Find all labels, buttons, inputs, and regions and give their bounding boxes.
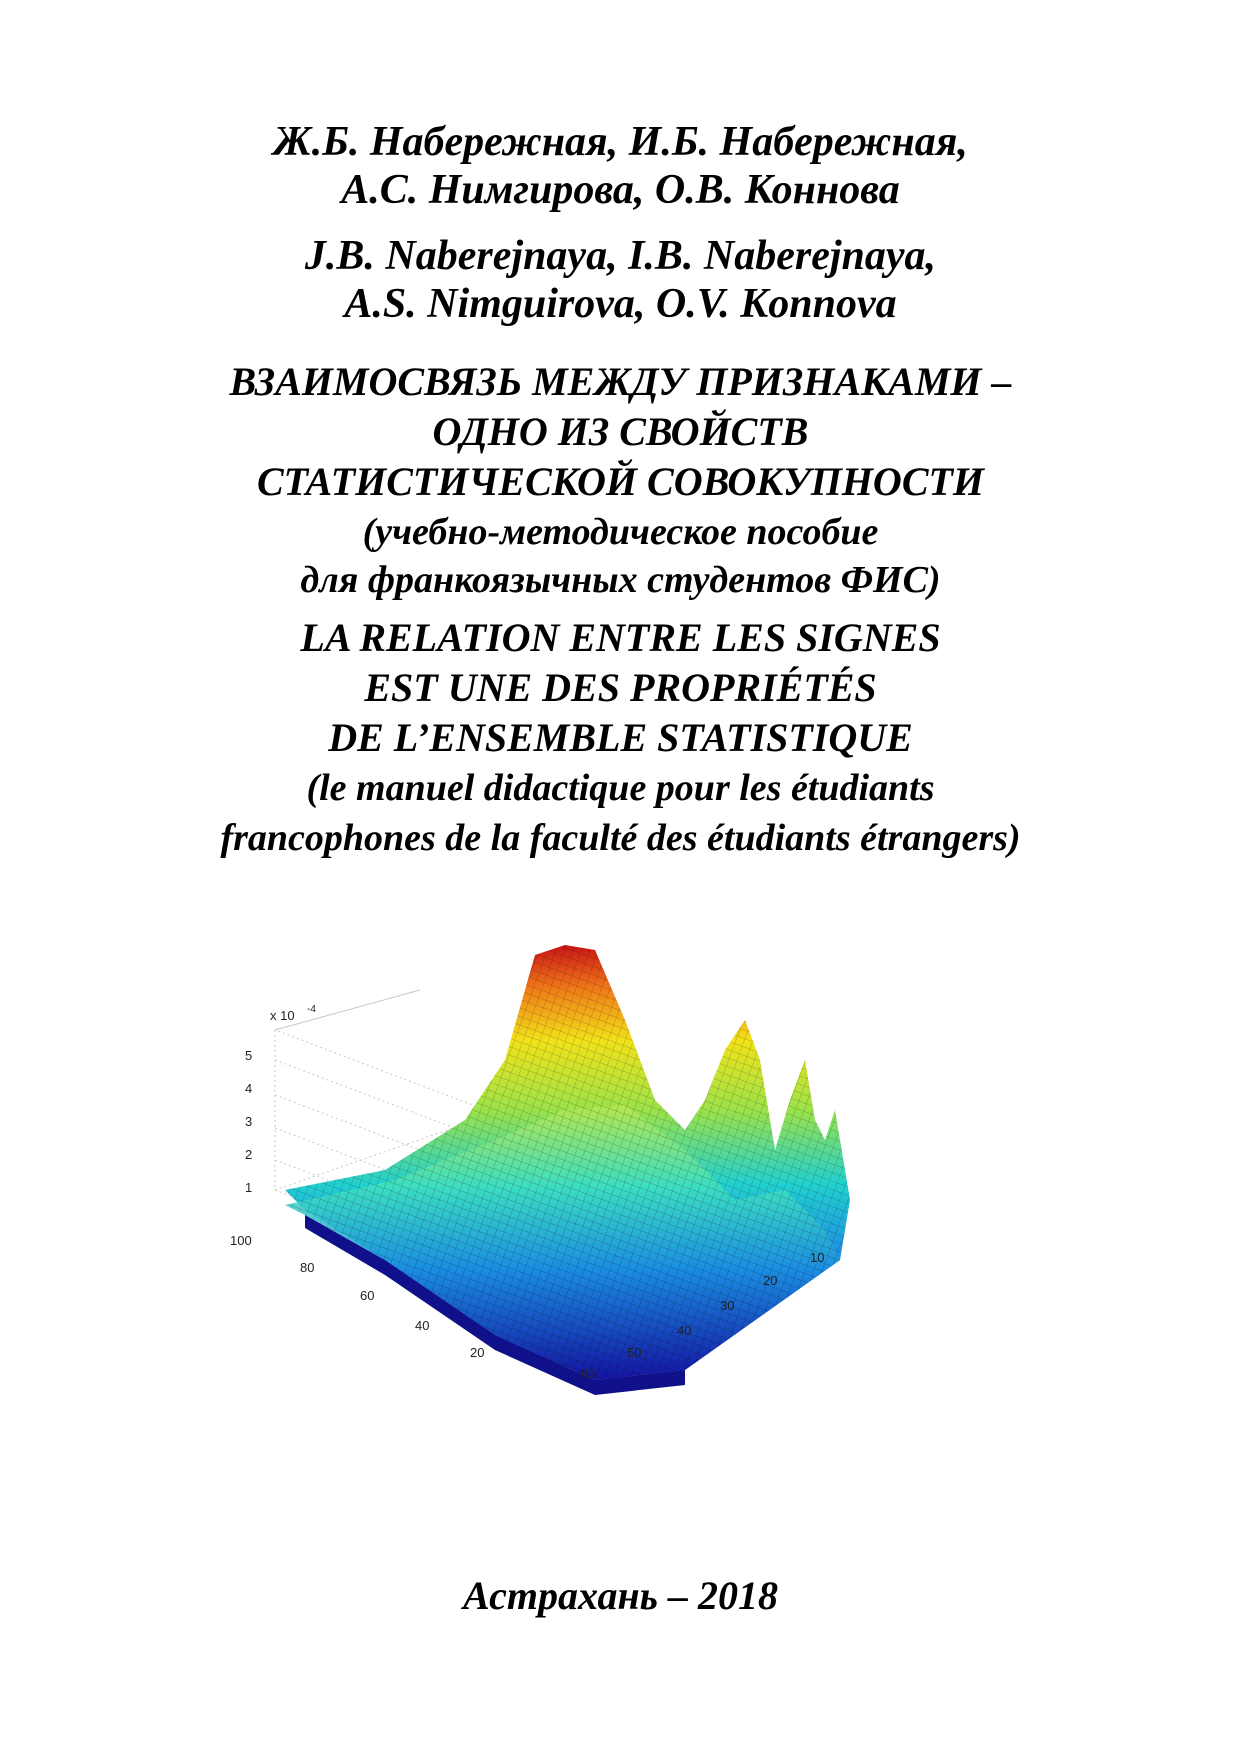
city-year: Астрахань – 2018 [463,1573,778,1618]
z-tick-2: 2 [245,1147,253,1162]
title-fr-line-1: LA RELATION ENTRE LES SIGNES [300,615,941,660]
author-line-ru-2: А.С. Нимгирова, О.В. Коннова [341,167,900,213]
y-tick-60: 60 [581,1366,596,1381]
title-fr-line-3: DE L’ENSEMBLE STATISTIQUE [328,715,913,760]
z-tick-4: 4 [245,1081,253,1096]
title-ru-line-1: ВЗАИМОСВЯЗЬ МЕЖДУ ПРИЗНАКАМИ – [229,359,1012,404]
x-tick-100: 100 [230,1233,252,1248]
surface-plot-illustration [230,1000,965,1480]
x-tick-20: 20 [470,1345,485,1360]
surface [285,945,850,1395]
title-ru-line-2: ОДНО ИЗ СВОЙСТВ [432,409,809,454]
x-tick-60: 60 [360,1288,375,1303]
subtitle-fr-line-1: (le manuel didactique pour les étudiants [306,767,935,809]
z-axis [245,1004,316,1195]
z-tick-3: 3 [245,1114,253,1129]
y-tick-40: 40 [677,1323,692,1338]
z-tick-1: 1 [245,1180,253,1195]
y-tick-50: 50 [627,1345,642,1360]
y-tick-20: 20 [763,1273,778,1288]
x-tick-40: 40 [415,1318,430,1333]
z-tick-5: 5 [245,1048,253,1063]
y-tick-10: 10 [810,1250,825,1265]
y-tick-30: 30 [720,1298,735,1313]
title-fr-line-2: EST UNE DES PROPRIÉTÉS [364,665,877,710]
author-line-ru-1: Ж.Б. Набережная, И.Б. Набережная, [273,119,968,165]
z-exponent-label: x 10 [270,1008,295,1023]
author-line-en-1: J.B. Naberejnaya, I.B. Naberejnaya, [304,233,937,279]
title-ru-line-3: СТАТИСТИЧЕСКОЙ СОВОКУПНОСТИ [256,459,985,504]
x-tick-80: 80 [300,1260,315,1275]
subtitle-ru-line-2: для франкоязычных студентов ФИС) [300,559,941,601]
z-exponent: -4 [307,1004,316,1015]
subtitle-fr-line-2: francophones de la faculté des étudiants étrangers) [220,817,1021,859]
subtitle-ru-line-1: (учебно-методическое пособие [362,511,879,553]
author-line-en-2: A.S. Nimguirova, O.V. Konnova [344,281,897,327]
